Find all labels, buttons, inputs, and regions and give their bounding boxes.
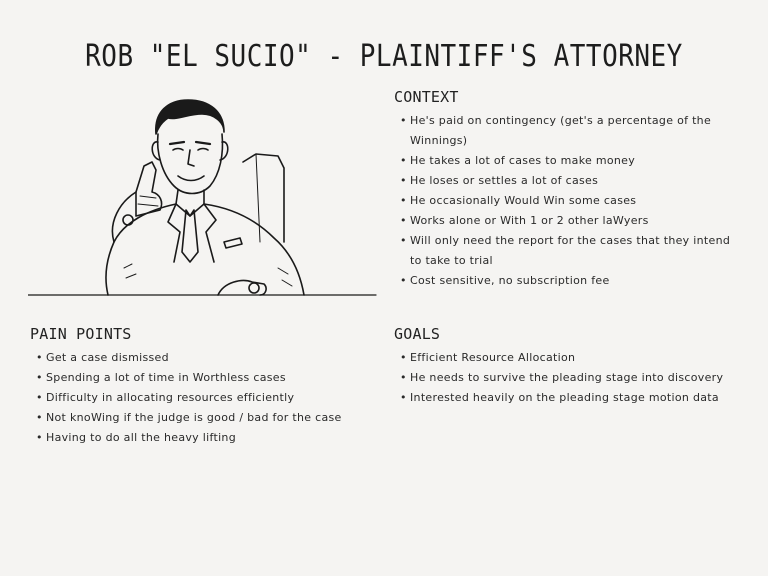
goals-heading: GOALS xyxy=(394,325,441,343)
pain-points-list xyxy=(32,348,377,448)
list-item: • Get a case dismissed xyxy=(32,348,377,368)
list-item: • Not knoWing if the judge is good / bad for the case xyxy=(32,408,377,428)
list-item: • Having to do all the heavy lifting xyxy=(32,428,377,448)
list-item: • He occasionally Would Win some cases xyxy=(396,191,741,211)
page-title: ROB "EL SUCIO" - PLAINTIFF'S ATTORNEY xyxy=(85,39,683,75)
goals-list xyxy=(396,348,741,408)
context-list xyxy=(396,111,741,291)
list-item: • Spending a lot of time in Worthless cases xyxy=(32,368,377,388)
list-item: • He loses or settles a lot of cases xyxy=(396,171,741,191)
list-item: • Works alone or With 1 or 2 other laWyers xyxy=(396,211,741,231)
list-item: • He needs to survive the pleading stage into discovery xyxy=(396,368,741,388)
list-item: • Interested heavily on the pleading stage motion data xyxy=(396,388,741,408)
context-heading: CONTEXT xyxy=(394,88,459,106)
pain-points-heading: PAIN POINTS xyxy=(30,325,132,343)
attorney-illustration xyxy=(28,92,378,312)
list-item: • Cost sensitive, no subscription fee xyxy=(396,271,741,291)
list-item: • He's paid on contingency (get's a percentage of the Winnings) xyxy=(396,111,741,151)
list-item: • Difficulty in allocating resources efficiently xyxy=(32,388,377,408)
list-item: • Will only need the report for the cases that they intend to take to trial xyxy=(396,231,741,271)
list-item: • Efficient Resource Allocation xyxy=(396,348,741,368)
list-item: • He takes a lot of cases to make money xyxy=(396,151,741,171)
